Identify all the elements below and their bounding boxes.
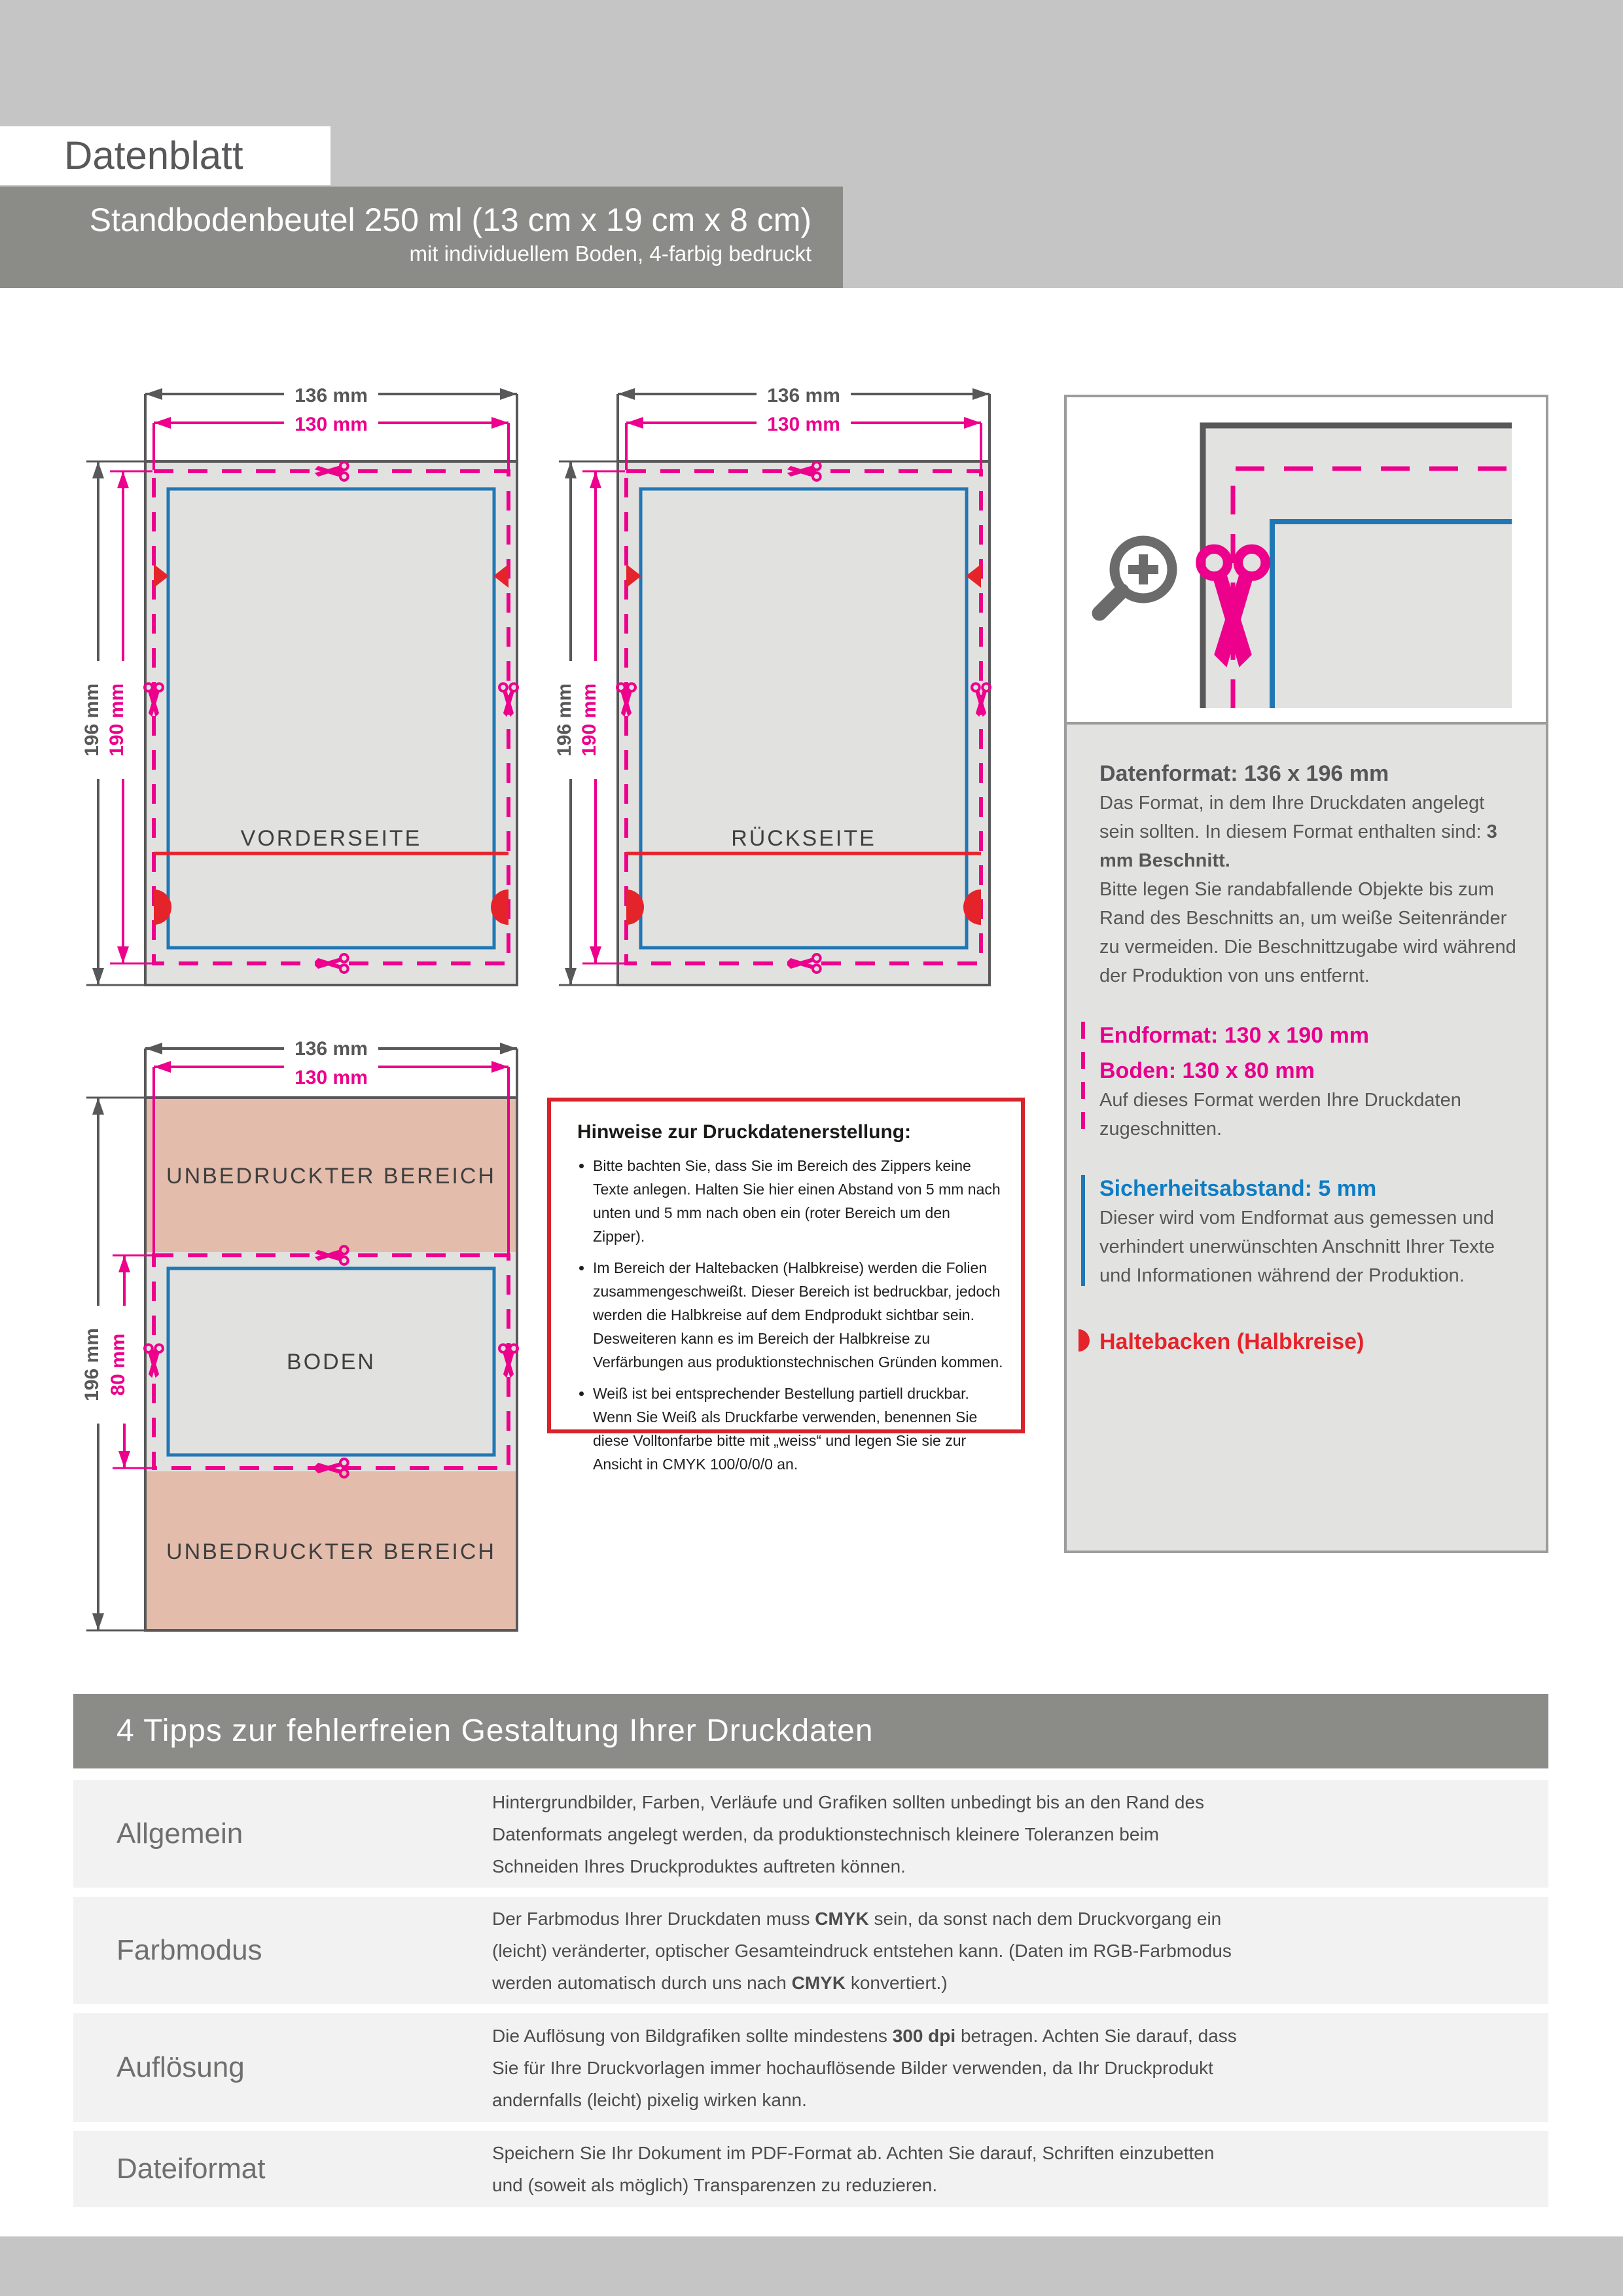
unprinted-top-label: UNBEDRUCKTER BEREICH bbox=[166, 1164, 496, 1189]
boden-diagram bbox=[39, 995, 576, 1662]
datenformat-body2: Bitte legen Sie randabfallende Objekte bis zum Rand des Beschnitts an, um weiße Seitenränder zu vermeiden. Die Beschnittzugabe wird während der Produktion von uns entfernt. bbox=[1099, 879, 1516, 986]
info-panel-text-area bbox=[1067, 722, 1546, 1551]
page-title: Datenblatt bbox=[64, 134, 243, 177]
datenformat-body1: Das Format, in dem Ihre Druckdaten angelegt sein sollten. In diesem Format enthalten sind: 3 mm Beschnitt. bbox=[1099, 793, 1497, 871]
back-label: RÜCKSEITE bbox=[731, 826, 876, 851]
hinweise-list bbox=[577, 1154, 1004, 1476]
hinweise-box bbox=[547, 1098, 1025, 1473]
haltebacken-heading: Haltebacken (Halbkreise) bbox=[1099, 1329, 1364, 1354]
hinweise-title: Hinweise zur Druckdatenerstellung: bbox=[577, 1121, 912, 1143]
tip-text: Hintergrundbilder, Farben, Verläufe und Grafiken sollten unbedingt bis an den Rand des Datenformats angelegt werden, da produktionstechnisch kleinere Toleranzen beim Schneiden Ihres Druckproduktes auftreten können. bbox=[492, 1791, 1205, 1876]
product-banner bbox=[0, 187, 843, 288]
front-diagram bbox=[81, 382, 518, 985]
sicherheitsabstand-heading: Sicherheitsabstand: 5 mm bbox=[1099, 1176, 1377, 1201]
tip-label: Allgemein bbox=[116, 1818, 243, 1850]
info-panel bbox=[1064, 395, 1548, 1553]
boden-label: BODEN bbox=[287, 1350, 376, 1374]
tip-text: Die Auflösung von Bildgrafiken sollte mindestens 300 dpi betragen. Achten Sie darauf, dass Sie für Ihre Druckvorlagen immer hochauflösende Bilder verwenden, da Ihr Druckprodukt andernfalls (leicht) pixelig wirken kann. bbox=[492, 2025, 1237, 2110]
hinweise-item: • Bitte bachten Sie, dass Sie im Bereich des Zippers keine Texte anlegen. Halten Sie hier einen Abstand von 5 mm nach unten und 5 mm nach oben ein (roter Bereich um den Zipper). bbox=[593, 1154, 1004, 1248]
page-title-box bbox=[0, 126, 330, 185]
hinweise-item: • Im Bereich der Haltebacken (Halbkreise) werden die Folien zusammengeschweißt. Dieser Bereich ist bedruckbar, jedoch werden die Halbkreise auf dem Endprodukt sichtbar sein. Desweiteren kann es im Bereich der Halbkreise zu Verfärbungen aus produktionstechnischen Gründen kommen. bbox=[593, 1256, 1004, 1374]
boden-dim-height-outer: 196 mm bbox=[81, 1328, 103, 1401]
boden-dim-width-inner: 130 mm bbox=[294, 1067, 368, 1088]
tip-row-dateiformat bbox=[73, 2131, 1548, 2207]
tip-text: Der Farbmodus Ihrer Druckdaten muss CMYK sein, da sonst nach dem Druckvorgang ein (leicht) veränderter, optischer Gesamteindruck entstehen kann. (Daten im RGB-Farbmodus werden automatisch durch uns nach CMYK konvertiert.) bbox=[492, 1908, 1232, 1993]
boden-dim-height-strip: 80 mm bbox=[107, 1333, 129, 1396]
endformat-dashed-marker bbox=[1081, 1022, 1085, 1139]
datenformat-heading: Datenformat: 136 x 196 mm bbox=[1099, 761, 1389, 786]
product-title: Standbodenbeutel 250 ml (13 cm x 19 cm x 8 cm) bbox=[89, 202, 812, 238]
boden-heading: Boden: 130 x 80 mm bbox=[1099, 1058, 1315, 1083]
sicherheitsabstand-marker bbox=[1081, 1175, 1085, 1286]
sicherheitsabstand-section bbox=[1099, 1174, 1518, 1290]
haltebacken-section bbox=[1099, 1327, 1518, 1357]
hinweise-item: • Weiß ist bei entsprechender Bestellung partiell druckbar. Wenn Sie Weiß als Druckfarbe verwenden, benennen Sie diese Volltonfarbe bitte mit „weiss“ und legen Sie sie zur Ansicht in CMYK 100/0/0/0 an. bbox=[593, 1382, 1004, 1476]
back-diagram bbox=[554, 382, 990, 985]
boden-dim-width-outer: 136 mm bbox=[294, 1038, 368, 1060]
magnifier-icon bbox=[1099, 541, 1172, 613]
tip-label: Farbmodus bbox=[116, 1934, 262, 1966]
tip-row-allgemein bbox=[73, 1780, 1548, 1888]
tip-label: Auflösung bbox=[116, 2051, 245, 2083]
tips-banner bbox=[73, 1694, 1548, 1768]
front-back-diagrams bbox=[39, 367, 1034, 1021]
endformat-heading: Endformat: 130 x 190 mm bbox=[1099, 1023, 1369, 1048]
tip-label: Dateiformat bbox=[116, 2153, 266, 2185]
tips-title: 4 Tipps zur fehlerfreien Gestaltung Ihrer Druckdaten bbox=[116, 1713, 874, 1748]
sicherheitsabstand-body: Dieser wird vom Endformat aus gemessen und verhindert unerwünschten Anschnitt Ihrer Texte und Informationen während der Produktion. bbox=[1099, 1208, 1495, 1286]
zoom-detail bbox=[1067, 397, 1546, 722]
endformat-body: Auf dieses Format werden Ihre Druckdaten zugeschnitten. bbox=[1099, 1090, 1461, 1139]
tip-row-farbmodus bbox=[73, 1897, 1548, 2004]
unprinted-bottom-label: UNBEDRUCKTER BEREICH bbox=[166, 1539, 496, 1564]
front-label: VORDERSEITE bbox=[240, 826, 422, 851]
tip-text: Speichern Sie Ihr Dokument im PDF-Format ab. Achten Sie darauf, Schriften einzubetten und (soweit als möglich) Transparenzen zu reduzieren. bbox=[492, 2143, 1215, 2195]
product-subtitle: mit individuellem Boden, 4-farbig bedruckt bbox=[409, 242, 812, 266]
endformat-section bbox=[1099, 1020, 1518, 1143]
footer-band bbox=[0, 2236, 1623, 2296]
haltebacken-halfcircle-icon bbox=[1079, 1329, 1090, 1352]
tip-row-aufloesung bbox=[73, 2013, 1548, 2122]
